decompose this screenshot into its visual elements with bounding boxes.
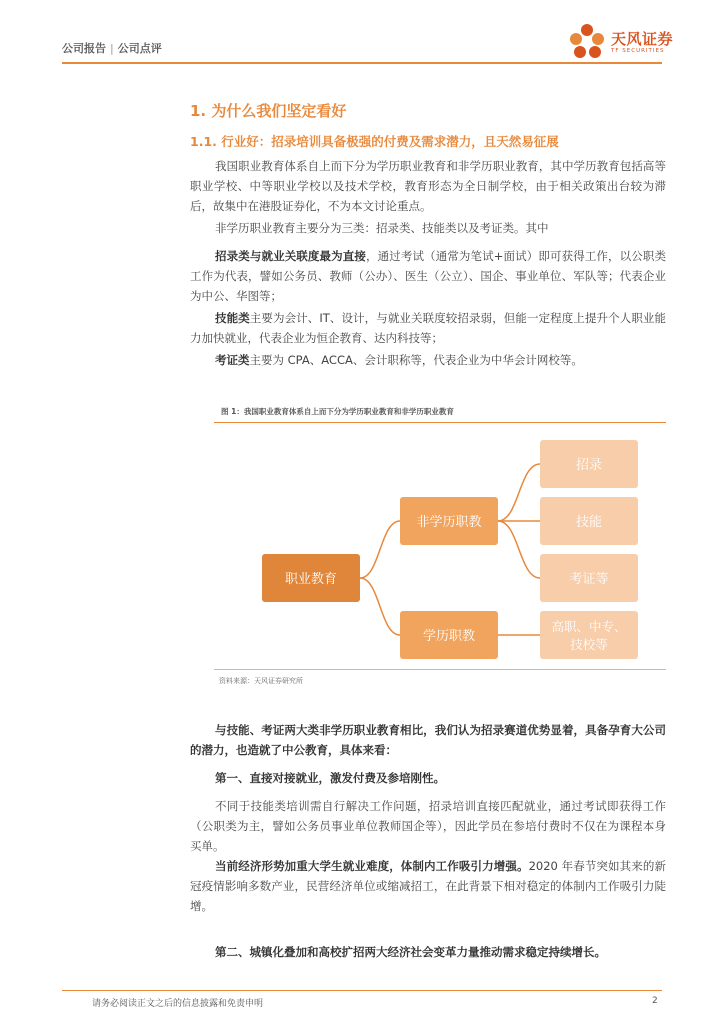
connector-root-nonacademic (360, 521, 400, 578)
paragraph-point-two (190, 942, 666, 962)
node-nonacademic-label: 非学历职教 (416, 515, 482, 530)
vocational-education-tree-diagram (214, 424, 666, 668)
report-type-label (62, 40, 162, 56)
connector-root-academic (360, 578, 400, 635)
figure-bottom-rule (214, 669, 666, 670)
economic-situation-text: 2020 年春节突如其来的新冠疫情影响多数产业，民营经济单位或缩减招工，在此背景下相对稳定的体制内工作吸引力陡增。 (190, 859, 667, 913)
section-heading: 1. 为什么我们坚定看好 (190, 102, 347, 120)
recruitment-lead: 招录类与就业关联度最为直接 (215, 249, 366, 263)
skills-lead: 技能类 (215, 311, 250, 325)
certification-text: 主要为 CPA、ACCA、会计职称等，代表企业为中华会计网校等。 (249, 353, 583, 367)
brand-logo-icon (568, 22, 606, 60)
header-separator: | (110, 42, 114, 55)
footer-disclaimer: 请务必阅读正文之后的信息披露和免责申明 (92, 999, 264, 1009)
brand-subtitle: TF SECURITIES (611, 48, 665, 54)
node-skill-label: 技能 (575, 515, 603, 530)
paragraph-skills (190, 308, 666, 348)
figure-caption: 图 1：我国职业教育体系自上而下分为学历职业教育和非学历职业教育 (221, 407, 454, 416)
economic-situation-lead: 当前经济形势加重大学生就业难度，体制内工作吸引力增强。 (215, 859, 529, 873)
paragraph-point-one (190, 768, 666, 788)
point-two-text: 第二、城镇化叠加和高校扩招两大经济社会变革力量推动需求稳定持续增长。 (215, 945, 606, 959)
paragraph-recruitment (190, 246, 666, 306)
paragraph-vocational-system: 我国职业教育体系自上而下分为学历职业教育和非学历职业教育，其中学历教育包括高等职业学校、中等职业学校以及技术学校，教育形态为全日制学校，由于相关政策出台较为滞后，故集中在港股证券化，不为本文讨论重点。 (190, 159, 666, 213)
connector-nonacademic-cert (498, 521, 540, 578)
point-one-text: 第一、直接对接就业，激发付费及参培刚性。 (215, 771, 445, 785)
figure-source: 资料来源：天风证券研究所 (219, 677, 303, 685)
skills-text: 主要为会计、IT、设计，与就业关联度较招录弱，但能一定程度上提升个人职业能力加快就业，代表企业为恒企教育、达内科技等； (190, 311, 667, 345)
node-academic-leaf-line2: 技校等 (570, 637, 608, 652)
subsection-heading: 1.1. 行业好：招录培训具备极强的付费及需求潜力，且天然易征展 (190, 134, 559, 149)
figure-top-rule (214, 422, 666, 423)
paragraph-economic-situation (190, 856, 666, 916)
paragraph-three-categories: 非学历职业教育主要分为三类：招录类、技能类以及考证类。其中 (215, 221, 549, 235)
certification-lead: 考证类 (215, 353, 250, 367)
report-subtype: 公司点评 (117, 42, 162, 55)
page-number: 2 (652, 996, 658, 1006)
paragraph-direct-employment: 不同于技能类培训需自行解决工作问题，招录培训直接匹配就业，通过考试即获得工作（公职类为主，譬如公务员事业单位教师国企等），因此学员在参培付费时不仅在为课程本身买单。 (190, 799, 666, 853)
paragraph-recruitment-advantage (190, 720, 666, 760)
connector-nonacademic-recruit (498, 464, 540, 521)
paragraph-certification (190, 350, 666, 370)
footer-rule (62, 990, 662, 991)
node-academic-leaf-line1: 高职、中专、 (551, 619, 627, 634)
header-rule (62, 62, 662, 64)
recruitment-text: ，通过考试（通常为笔试+面试）即可获得工作，以公职类工作为代表，譬如公务员、教师（公办）、医生（公立）、国企、事业单位、军队等；代表企业为中公、华图等； (190, 249, 667, 303)
report-type: 公司报告 (62, 42, 106, 55)
node-vocational-education-label: 职业教育 (284, 572, 338, 587)
brand-name: 天风证券 (611, 30, 674, 48)
recruitment-advantage-text: 与技能、考证两大类非学历职业教育相比，我们认为招录赛道优势显着，具备孕育大公司的潜力，也造就了中公教育，具体来看： (190, 723, 666, 757)
node-recruit-label: 招录 (575, 458, 603, 473)
node-academic-label: 学历职教 (422, 629, 476, 644)
node-cert-label: 考证等 (569, 572, 609, 587)
